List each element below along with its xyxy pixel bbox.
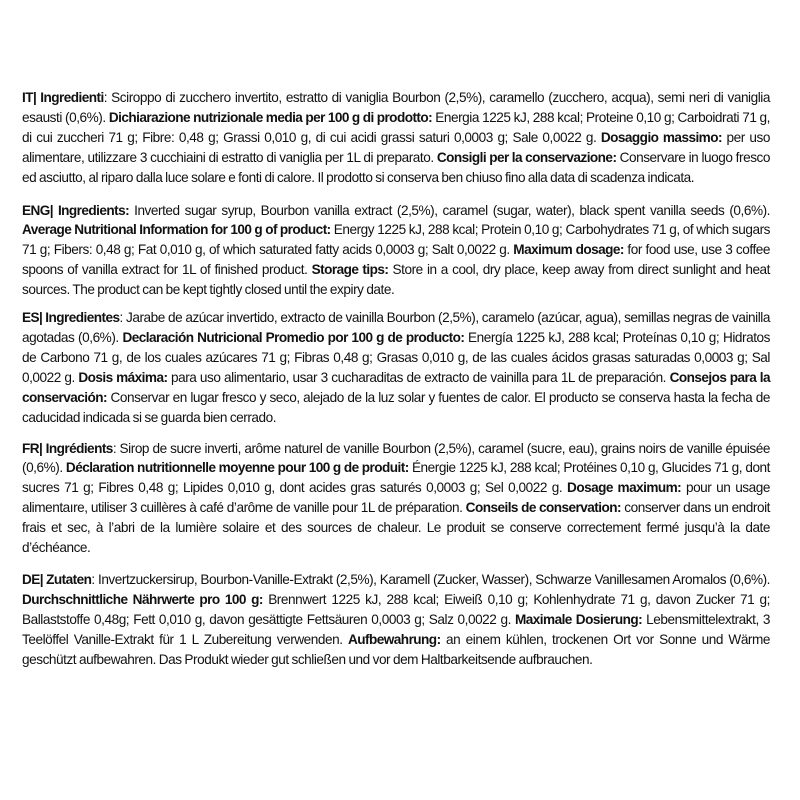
heading-ingredients: ENG| Ingredients: xyxy=(22,202,130,218)
section-italian xyxy=(22,88,770,188)
storage-text: Store in a cool, dry place, keep away from direct sunlight and heat sources. The product can be kept tightly closed until the expiry date. xyxy=(22,262,770,298)
nutrition-text: Brennwert 1225 kJ, 288 kcal; Eiweiß 0,10 g; Kohlenhydrate 71 g, davon Zucker 71 g; Ballaststoffe 0,48g; Fett 0,010 g, davon gesättigte Fettsäuren 0,0003 g; Salz 0,0022 g. xyxy=(22,591,770,627)
nutrition-text: Energía 1225 kJ, 288 kcal; Proteínas 0,10 g; Hidratos de Carbono 71 g, de los cuales azúcares 71 g; Fibras 0,48 g; Grasas 0,010 g, de las cuales ácidos grasas saturadas 0,0003 g; Sal 0,0022 g. xyxy=(22,329,770,385)
section-english xyxy=(22,201,770,301)
storage-text: Conservar en lugar fresco y seco, alejado de la luz solar y fuentes de calor. El producto se conserva hasta la fecha de caducidad indicada si se guarda bien cerrado. xyxy=(22,389,770,425)
heading-nutrition: Average Nutritional Information for 100 g of product: xyxy=(22,222,331,238)
dosage-text: para uso alimentario, usar 3 cucharaditas de extracto de vainilla para 1L de preparación. xyxy=(167,369,670,385)
heading-storage: Aufbewahrung: xyxy=(348,631,441,647)
section-french xyxy=(22,439,770,558)
nutrition-text: Energy 1225 kJ, 288 kcal; Protein 0,10 g; Carbohydrates 71 g, of which sugars 71 g; Fibers: 0,48 g; Fat 0,010 g, of which saturated fatty acids 0,0003 g; Salt 0,0022 g. xyxy=(22,222,770,258)
heading-ingredients: ES| Ingredientes xyxy=(22,310,120,326)
nutrition-text: Energia 1225 kJ, 288 kcal; Proteine 0,10 g; Carboidrati 71 g, di cui zuccheri 71 g; Fibre: 0,48 g; Grassi 0,010 g, di cui acidi grassi saturi 0,0003 g; Sale 0,0022 g. xyxy=(22,109,770,145)
ingredients-text: : Sciroppo di zucchero invertito, estratto di vaniglia Bourbon (2,5%), caramello (zucchero, acqua), semi neri di vaniglia esausti (0,6%). xyxy=(22,90,770,125)
dosage-text: per uso alimentare, utilizzare 3 cucchiaini di estratto di vaniglia per 1L di preparato. xyxy=(22,129,770,165)
heading-storage: Storage tips: xyxy=(311,262,389,278)
heading-storage: Conseils de conservation: xyxy=(465,500,621,516)
heading-nutrition: Durchschnittliche Nährwerte pro 100 g: xyxy=(22,591,263,607)
heading-nutrition: Déclaration nutritionnelle moyenne pour 100 g de produit: xyxy=(65,460,409,476)
heading-storage: Consigli per la conservazione: xyxy=(436,149,617,165)
ingredients-text: : Invertzuckersirup, Bourbon-Vanille-Extrakt (2,5%), Karamell (Zucker, Wasser), Schwarze Vanillesamen Aromalos (0,6%). xyxy=(91,571,770,587)
ingredients-label-sheet xyxy=(22,88,770,669)
heading-dosage: Maximale Dosierung: xyxy=(515,611,643,627)
heading-ingredients: FR| Ingrédients xyxy=(22,440,113,456)
heading-storage: Consejos para la conservación: xyxy=(22,369,770,405)
storage-text: an einem kühlen, trockenen Ort vor Sonne und Wärme geschützt aufbewahren. Das Produkt wieder gut schließen und vor dem Haltbarkeitsende aufbrauchen. xyxy=(22,631,770,667)
dosage-text: Lebensmittelextrakt, 3 Teelöffel Vanille-Extrakt für 1 L Zubereitung verwenden. xyxy=(22,611,770,647)
ingredients-text: Inverted sugar syrup, Bourbon vanilla extract (2,5%), caramel (sugar, water), black spent vanilla seeds (0,6%). xyxy=(129,202,770,218)
heading-dosage: Dosaggio massimo: xyxy=(600,129,722,145)
heading-nutrition: Dichiarazione nutrizionale media per 100 g di prodotto: xyxy=(108,109,433,125)
storage-text: conserver dans un endroit frais et sec, à l’abri de la lumière solaire et des sources de chaleur. Le produit se conserve correctement fermé jusqu’à la date d’échéance. xyxy=(22,500,770,556)
dosage-text: for food use, use 3 coffee spoons of vanilla extract for 1L of finished product. xyxy=(22,242,771,278)
section-german xyxy=(22,570,770,670)
nutrition-text: Énergie 1225 kJ, 288 kcal; Protéines 0,10 g, Glucides 71 g, dont sucres 71 g; Fibres 0,48 g; Lipides 0,010 g, dont acides gras saturés 0,0003 g; Sel 0,0022 g. xyxy=(22,460,770,496)
heading-ingredients: IT| Ingredienti xyxy=(22,90,104,105)
section-spanish xyxy=(22,308,770,427)
heading-dosage: Dosage maximum: xyxy=(567,480,682,496)
ingredients-text: : Jarabe de azúcar invertido, extracto de vainilla Bourbon (2,5%), caramelo (azúcar, agua), semillas negras de vainilla agotadas (0,6%). xyxy=(22,310,770,345)
dosage-text: pour un usage alimentaıre, utiliser 3 cuillères à café d’arôme de vanille pour 1L de préparation. xyxy=(22,480,770,516)
ingredients-text: : Sirop de sucre inverti, arôme naturel de vanille Bourbon (2,5%), caramel (sucre, eau), grains noirs de vanille épuisée (0,6%). xyxy=(22,440,770,476)
storage-text: Conservare in luogo fresco ed asciutto, al riparo dalla luce solare e fonti di calore. Il prodotto si conserva ben chiuso fino alla data di scadenza indicata. xyxy=(22,149,770,185)
heading-dosage: Maximum dosage: xyxy=(513,242,624,258)
heading-dosage: Dosis máxima: xyxy=(78,369,168,385)
heading-ingredients: DE| Zutaten xyxy=(22,571,92,587)
heading-nutrition: Declaración Nutricional Promedio por 100 g de producto: xyxy=(122,329,465,345)
